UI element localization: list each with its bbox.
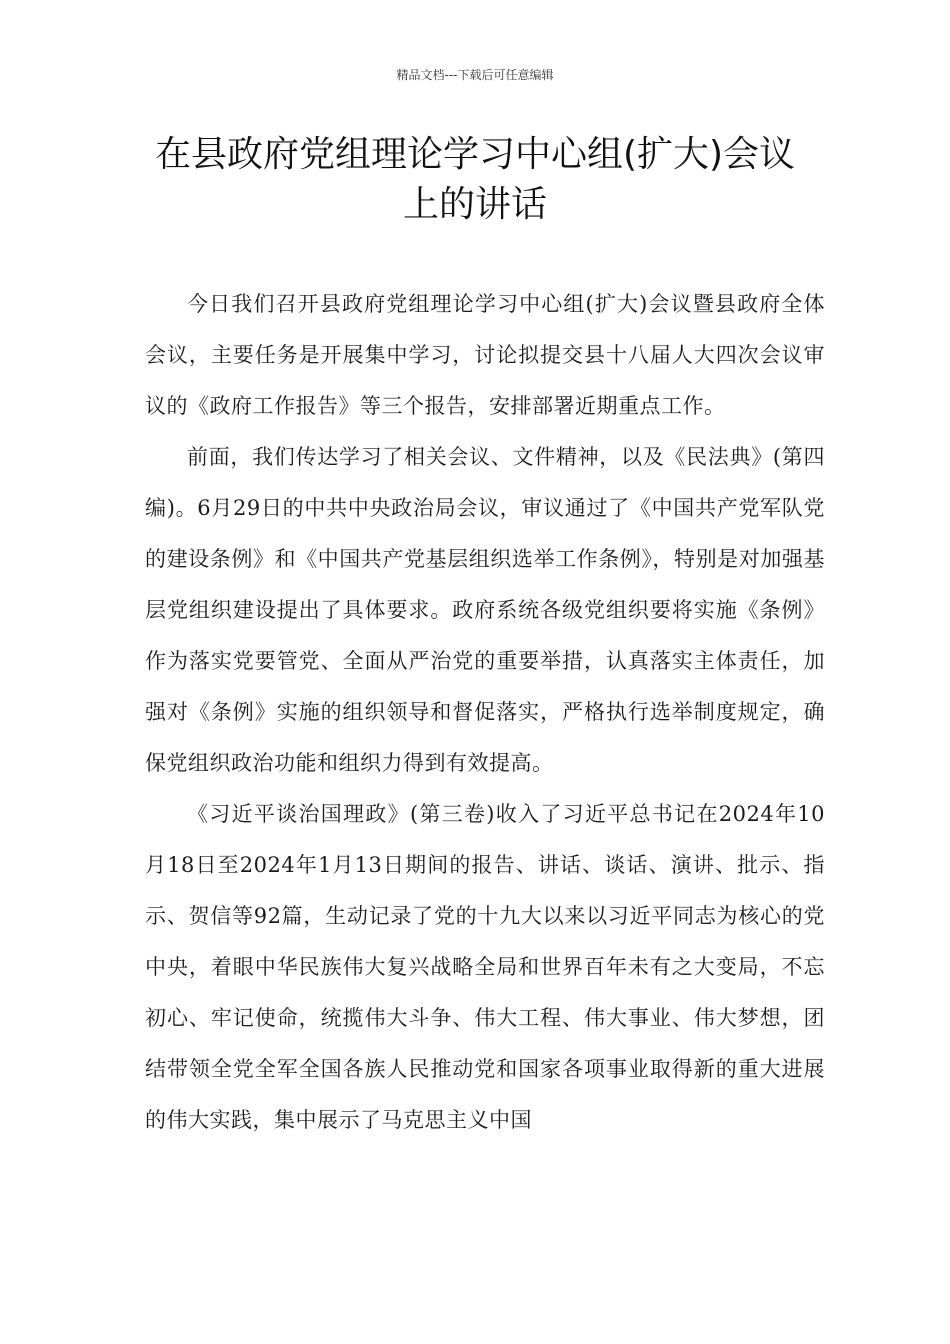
paragraph-3: 《习近平谈治国理政》(第三卷)收入了习近平总书记在2024年10月18日至2024年1月13日期间的报告、讲话、谈话、演讲、批示、指示、贺信等92篇，生动记录了党的十九大以来以习近平同志为核心的党中央，着眼中华民族伟大复兴战略全局和世界百年未有之大变局，不忘初心、牢记使命，统揽伟大斗争、伟大工程、伟大事业、伟大梦想，团结带领全党全军全国各族人民推动党和国家各项事业取得新的重大进展的伟大实践，集中展示了马克思主义中国 [145, 802, 825, 1132]
document-body [145, 279, 825, 1146]
paragraph-2: 前面，我们传达学习了相关会议、文件精神，以及《民法典》(第四编)。6月29日的中共中央政治局会议，审议通过了《中国共产党军队党的建设条例》和《中国共产党基层组织选举工作条例》，特别是对加强基层党组织建设提出了具体要求。政府系统各级党组织要将实施《条例》作为落实党要管党、全面从严治党的重要举措，认真落实主体责任，加强对《条例》实施的组织领导和督促落实，严格执行选举制度规定，确保党组织政治功能和组织力得到有效提高。 [145, 445, 825, 775]
document-title: 在县政府党组理论学习中心组(扩大)会议上的讲话 [154, 134, 796, 225]
page-header: 精品文档---下载后可任意编辑 [396, 68, 554, 82]
paragraph-1: 今日我们召开县政府党组理论学习中心组(扩大)会议暨县政府全体会议，主要任务是开展集中学习，讨论拟提交县十八届人大四次会议审议的《政府工作报告》等三个报告，安排部署近期重点工作。 [145, 292, 825, 418]
